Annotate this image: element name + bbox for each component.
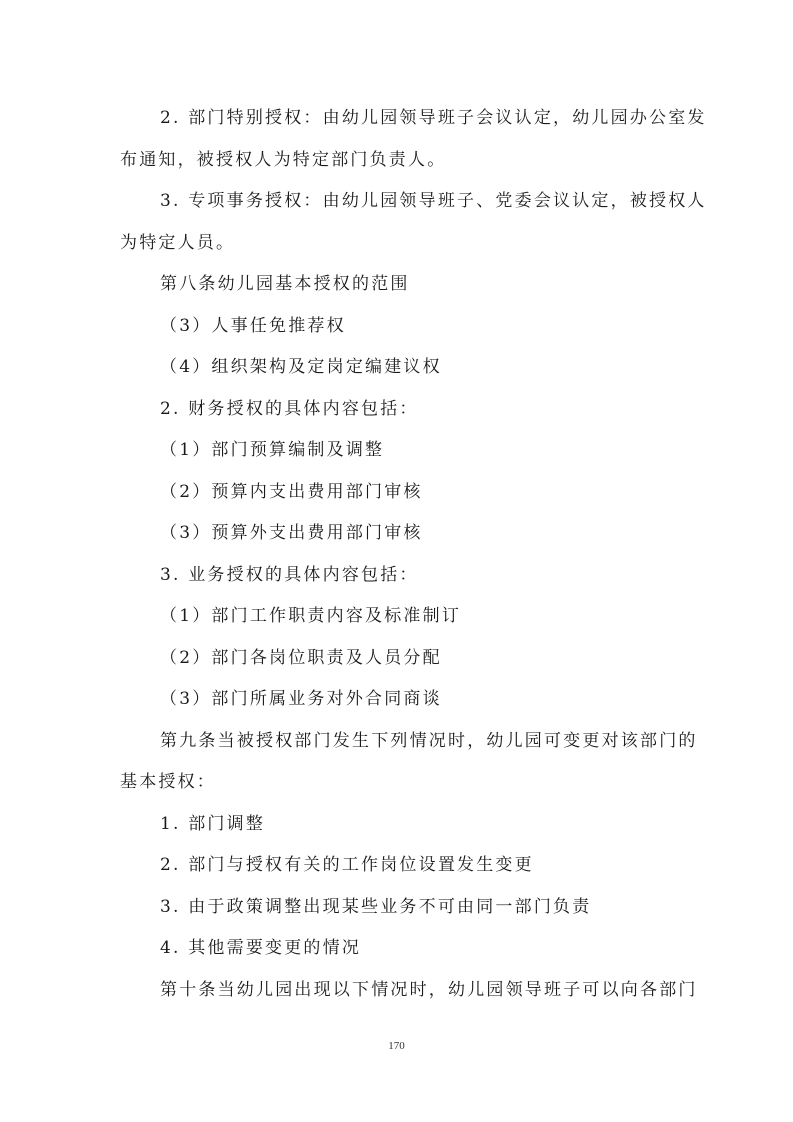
list-item: （3）预算外支出费用部门审核 — [160, 523, 423, 543]
paragraph-line: 基本授权： — [120, 772, 216, 792]
list-item: （3）部门所属业务对外合同商谈 — [160, 689, 442, 709]
list-item: （2）预算内支出费用部门审核 — [160, 482, 423, 502]
paragraph-line: 布通知，被授权人为特定部门负责人。 — [120, 150, 447, 170]
section-heading: 2. 财务授权的具体内容包括： — [160, 399, 419, 419]
list-item: （1）部门预算编制及调整 — [160, 440, 385, 460]
article-heading: 第九条当被授权部门发生下列情况时，幼儿园可变更对该部门的 — [160, 731, 698, 751]
list-item: （3）人事任免推荐权 — [160, 316, 346, 336]
paragraph-line: 为特定人员。 — [120, 233, 236, 253]
list-item: （2）部门各岗位职责及人员分配 — [160, 648, 442, 668]
article-heading: 第十条当幼儿园出现以下情况时，幼儿园领导班子可以向各部门 — [160, 980, 698, 1000]
list-item: 4. 其他需要变更的情况 — [160, 938, 362, 958]
paragraph-line: 3. 专项事务授权：由幼儿园领导班子、党委会议认定，被授权人 — [160, 191, 707, 211]
list-item: （4）组织架构及定岗定编建议权 — [160, 357, 442, 377]
list-item: 1. 部门调整 — [160, 814, 266, 834]
section-heading: 3. 业务授权的具体内容包括： — [160, 565, 419, 585]
page-number: 170 — [388, 1040, 405, 1052]
article-heading: 第八条幼儿园基本授权的范围 — [160, 274, 410, 294]
paragraph-line: 2. 部门特别授权：由幼儿园领导班子会议认定，幼儿园办公室发 — [160, 108, 707, 128]
list-item: 3. 由于政策调整出现某些业务不可由同一部门负责 — [160, 897, 592, 917]
list-item: 2. 部门与授权有关的工作岗位设置发生变更 — [160, 855, 534, 875]
list-item: （1）部门工作职责内容及标准制订 — [160, 606, 462, 626]
